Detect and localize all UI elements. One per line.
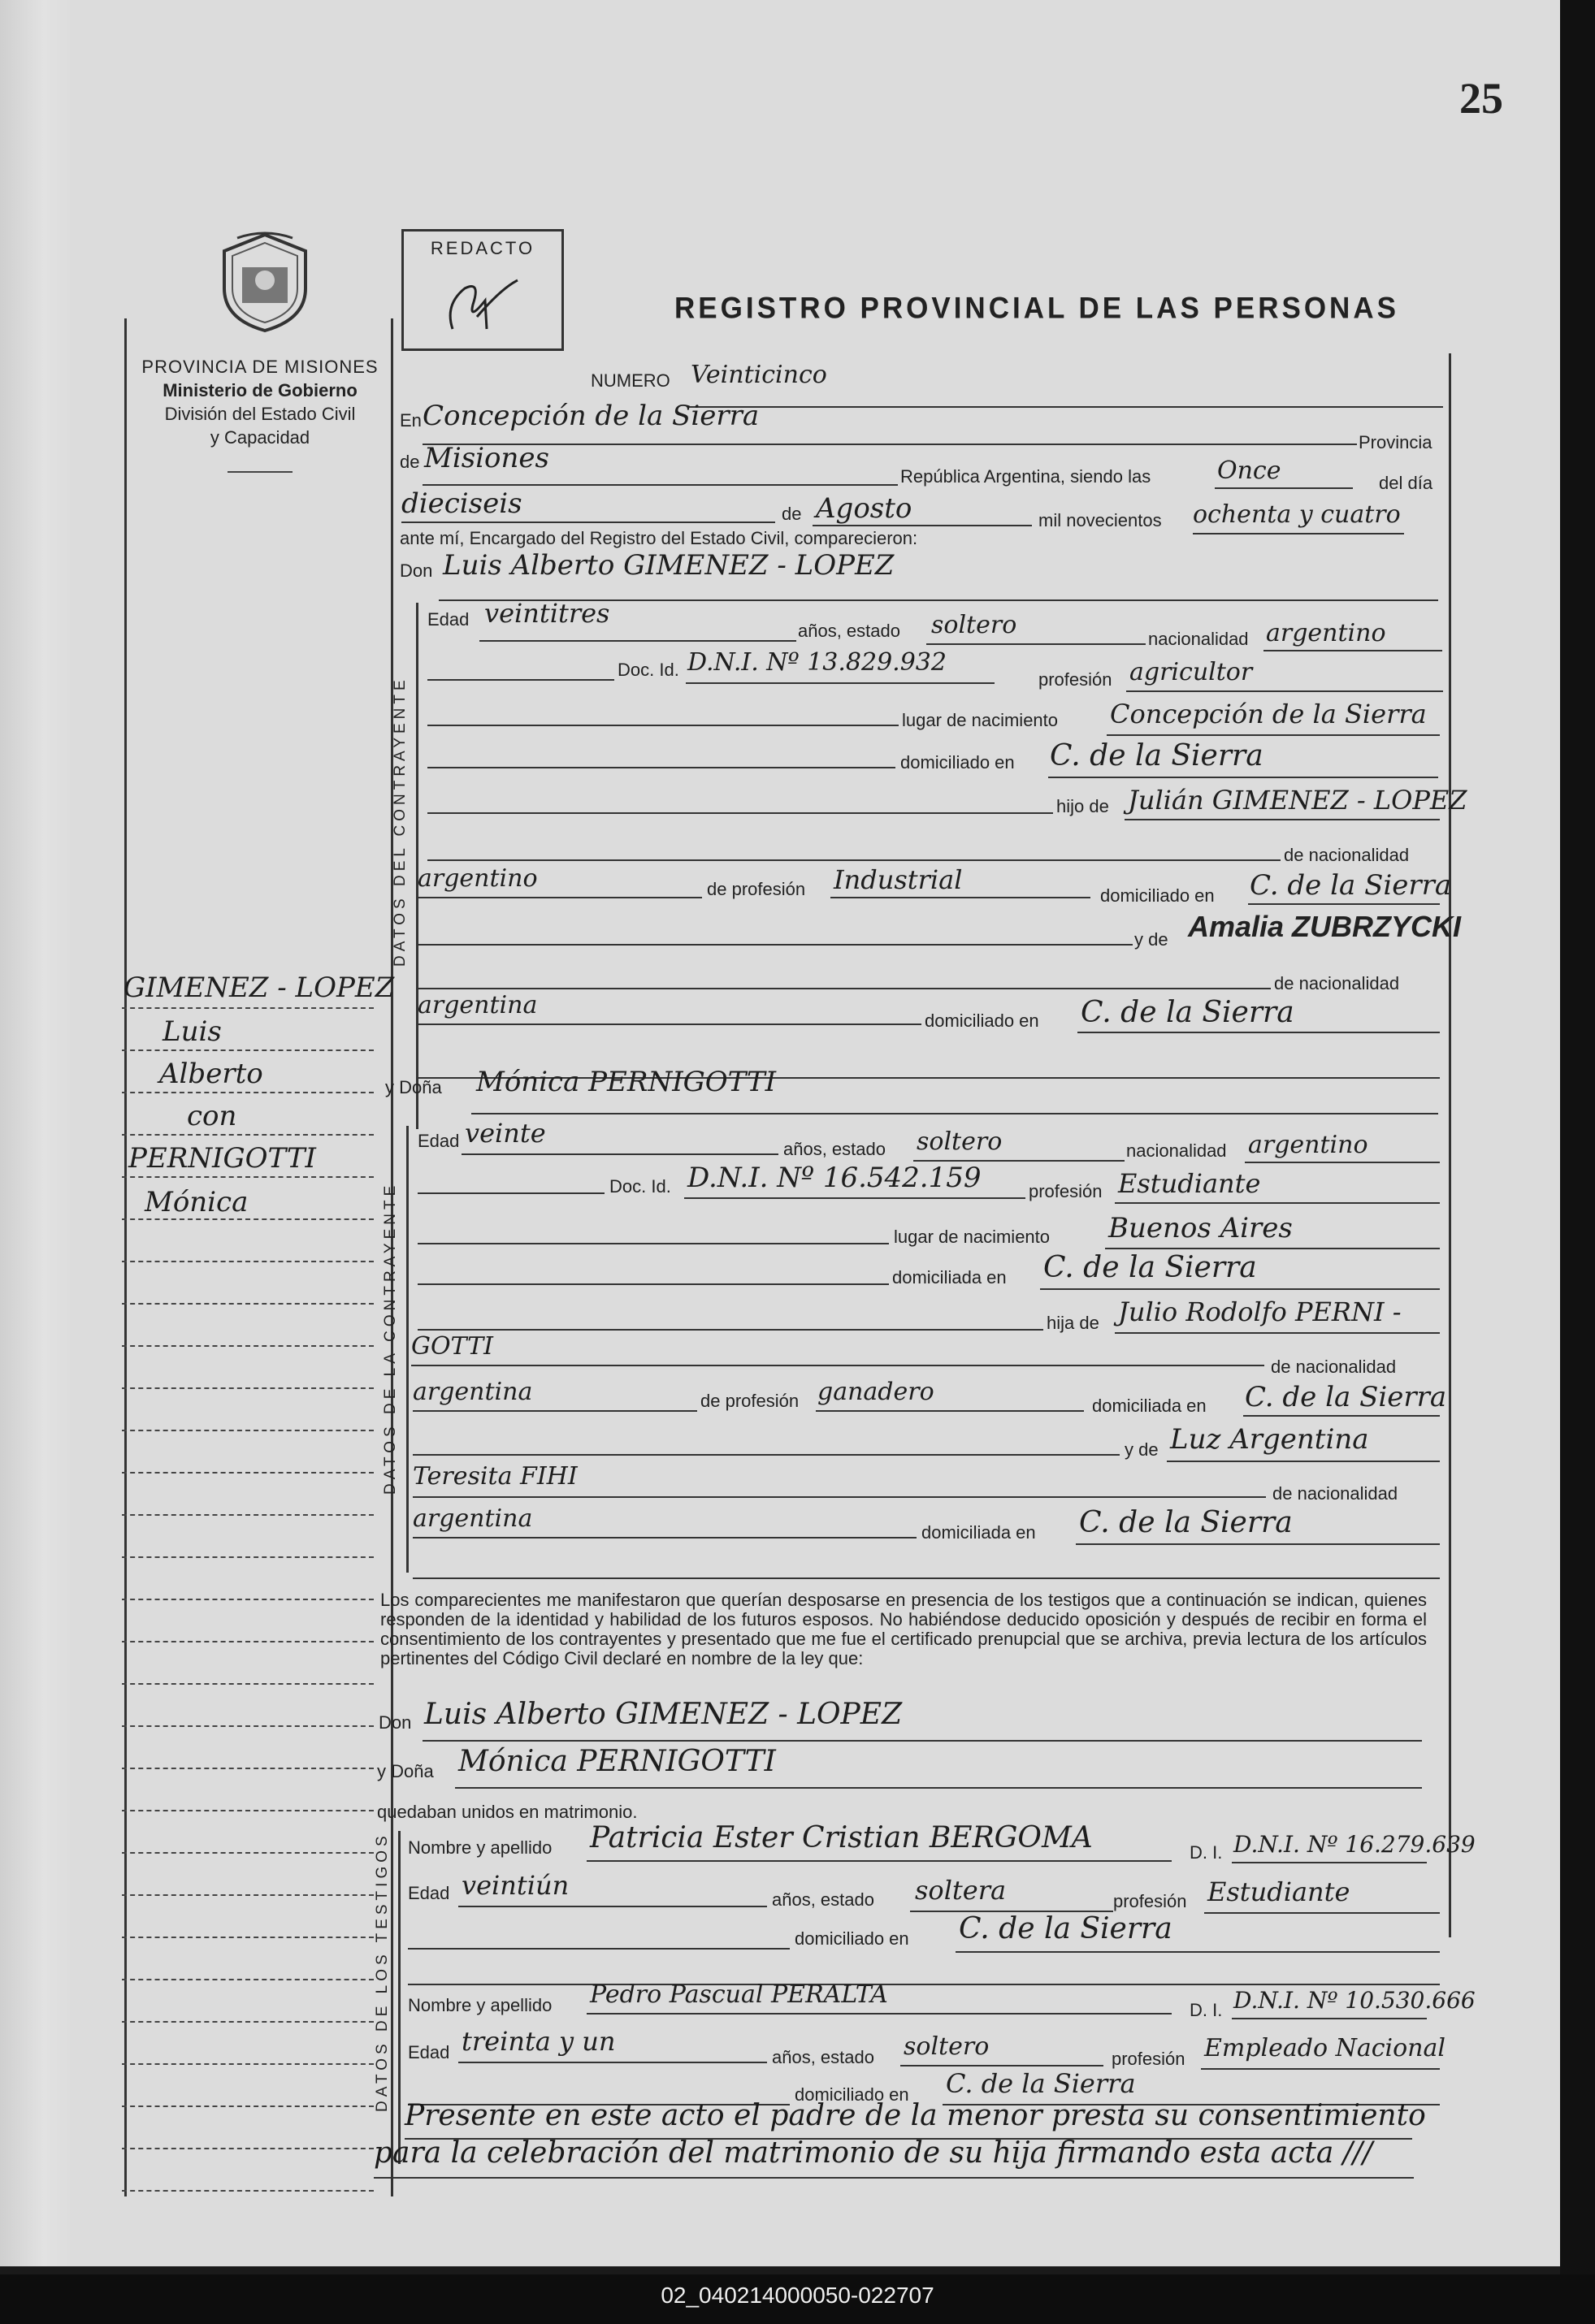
domiciliada-label: domiciliada en [892, 1267, 1007, 1288]
margin-rule-line [122, 1261, 374, 1262]
line [816, 1410, 1084, 1412]
line [1077, 1032, 1440, 1033]
lugar-nac-label-2: lugar de nacimiento [894, 1227, 1051, 1247]
line [427, 725, 899, 726]
line [479, 640, 796, 642]
margin-rule-line [122, 1134, 374, 1136]
don-label-2: Don [379, 1712, 412, 1733]
redacto-stamp [401, 229, 564, 351]
del-dia-label: del día [1379, 473, 1433, 493]
provincial-seal-icon [218, 232, 312, 334]
union-groom: Luis Alberto GIMENEZ - LOPEZ [424, 1698, 903, 1731]
margin-rule-line [122, 2105, 374, 2107]
line [427, 767, 895, 768]
margin-rule-line [122, 1218, 374, 1220]
line [587, 1860, 1172, 1862]
line [1125, 819, 1440, 820]
margin-rule-line [122, 1683, 374, 1685]
bride-padre-1: Julio Rodolfo PERNI - [1118, 1296, 1402, 1327]
line [418, 897, 702, 898]
vlabel-contrayente: DATOS DEL CONTRAYENTE [392, 676, 409, 967]
binding-shadow [0, 0, 73, 2266]
line [687, 406, 1443, 408]
provincia-value: Misiones [424, 442, 549, 474]
margin-rule-line [122, 1514, 374, 1516]
de-nacionalidad-label-3: de nacionalidad [1271, 1357, 1397, 1377]
line [471, 1113, 1438, 1114]
line [462, 1153, 778, 1155]
margin-rule-line [122, 2021, 374, 2023]
line [1193, 533, 1404, 534]
line [1076, 1543, 1440, 1545]
witness1-edad: veintiún [462, 1870, 570, 1901]
line [413, 1410, 697, 1412]
line [418, 1283, 889, 1285]
line [423, 1740, 1422, 1742]
document-title: REGISTRO PROVINCIAL DE LAS PERSONAS [674, 292, 1399, 325]
nombre-apellido-label-2: Nombre y apellido [408, 1995, 553, 2015]
margin-rule-line [122, 1852, 374, 1854]
margin-name-5: PERNIGOTTI [128, 1142, 316, 1175]
line [1201, 2068, 1440, 2070]
org-block [122, 355, 398, 449]
margin-rule-line [122, 1979, 374, 1980]
edad-label-2: Edad [418, 1131, 460, 1151]
margin-rule-line [122, 1725, 374, 1727]
numero-label: NUMERO [591, 370, 670, 391]
margin-rule-line [122, 1430, 374, 1431]
bride-profesion: Estudiante [1118, 1168, 1261, 1199]
bride-edad: veinte [465, 1118, 546, 1149]
groom-madre-nac: argentina [418, 991, 538, 1019]
margin-rule-line [122, 1937, 374, 1938]
margin-rule-line [122, 1894, 374, 1896]
declaration-text: Los comparecientes me manifestaron que querían desposarse en presencia de los testigos que a continuación se indican, quienes responden de la identidad y habilidad de los futuros esposos. No habiéndose deducido oposición y después de recibir en forma el consentimiento de los contrayentes y presentado que me fue el certificado prenupcial que se archiva, previa lectura de los artículos pertinentes del Código Civil declaré en nombre de la ley que: [380, 1590, 1427, 1668]
line [1232, 2018, 1427, 2019]
redacto-label: REDACTO [430, 238, 535, 258]
domiciliado-label-4: domiciliado en [795, 1928, 909, 1949]
margin-rule-line [122, 2063, 374, 2065]
y-de-label: y de [1134, 929, 1168, 950]
groom-estado: soltero [931, 611, 1017, 639]
line [813, 525, 1032, 526]
domiciliado-label-2: domiciliado en [1100, 885, 1215, 906]
y-dona-label: y Doña [385, 1077, 442, 1097]
witness2-name: Pedro Pascual PERALTA [590, 1980, 888, 2009]
groom-name: Luis Alberto GIMENEZ - LOPEZ [443, 549, 895, 582]
profesion-label-3: profesión [1113, 1891, 1187, 1911]
nombre-apellido-label: Nombre y apellido [408, 1837, 553, 1858]
anos-estado-label-3: años, estado [772, 1889, 874, 1910]
line [1115, 1202, 1440, 1204]
domiciliado-label-5: domiciliado en [795, 2084, 909, 2105]
vlabel-testigos: DATOS DE LOS TESTIGOS [374, 1832, 391, 2112]
mil-label: mil novecientos [1038, 510, 1162, 530]
groom-profesion: agricultor [1129, 658, 1253, 686]
di-label: D. I. [1190, 1842, 1223, 1863]
margin-rule-line [122, 1599, 374, 1600]
bride-madre-nac: argentina [413, 1504, 533, 1533]
republica-label: República Argentina, siendo las [900, 466, 1151, 487]
line [458, 2062, 767, 2063]
margin-name-2: Luis [163, 1015, 222, 1048]
line [1245, 1162, 1440, 1163]
domiciliada-label-2: domiciliada en [1092, 1396, 1207, 1416]
nacionalidad-label: nacionalidad [1148, 629, 1249, 649]
line [418, 988, 1271, 989]
bride-estado: soltero [917, 1127, 1003, 1156]
line [418, 1329, 1043, 1331]
groom-padre-dom: C. de la Sierra [1250, 869, 1452, 902]
bride-name: Mónica PERNIGOTTI [476, 1066, 777, 1098]
margin-rule-line [122, 1810, 374, 1811]
y-de-label-2: y de [1125, 1439, 1159, 1460]
profesion-label-4: profesión [1112, 2049, 1185, 2069]
y-dona-label-2: y Doña [377, 1761, 434, 1781]
line [1105, 1248, 1440, 1249]
margin-name-4: con [187, 1100, 237, 1132]
margin-rule-line [122, 1641, 374, 1642]
witness2-doc: D.N.I. Nº 10.530.666 [1233, 1987, 1476, 2014]
doc-label: Doc. Id. [618, 660, 679, 680]
line [1167, 1461, 1440, 1462]
domiciliado-label: domiciliado en [900, 752, 1015, 773]
line [1115, 1332, 1440, 1334]
line [1243, 1415, 1440, 1417]
di-label-2: D. I. [1190, 2000, 1223, 2020]
edad-label-4: Edad [408, 2042, 450, 2062]
line [1040, 1288, 1440, 1290]
witness1-doc: D.N.I. Nº 16.279.639 [1233, 1831, 1476, 1858]
line [427, 859, 1281, 861]
edad-label: Edad [427, 609, 470, 630]
margin-rule-line [122, 1556, 374, 1558]
line [418, 1024, 921, 1025]
line [1048, 777, 1438, 778]
margin-rule-line [122, 1049, 374, 1051]
org-line-4: y Capacidad [210, 427, 310, 448]
de-nacionalidad-label: de nacionalidad [1284, 845, 1410, 865]
profesion-label-2: profesión [1029, 1181, 1103, 1201]
margin-rule-line [122, 1472, 374, 1474]
book-edge [1560, 0, 1595, 2324]
bride-domicilio: C. de la Sierra [1043, 1251, 1257, 1284]
line [587, 2013, 1172, 2015]
line [408, 1948, 790, 1950]
don-label: Don [400, 560, 433, 581]
margin-rule-line [122, 1092, 374, 1093]
witness1-name: Patricia Ester Cristian BERGOMA [590, 1821, 1093, 1854]
domiciliado-label-3: domiciliado en [925, 1011, 1039, 1031]
line [455, 1787, 1422, 1789]
doc-label-2: Doc. Id. [609, 1176, 671, 1197]
line [1232, 1862, 1427, 1863]
line [418, 1243, 889, 1244]
de-mes-label: de [782, 504, 802, 524]
bride-madre-2: Teresita FIHI [413, 1462, 578, 1491]
line [413, 1537, 917, 1539]
line [401, 521, 775, 523]
line [956, 1951, 1440, 1953]
contrayenta-rule [406, 1126, 409, 1573]
groom-padre-prof: Industrial [834, 864, 963, 895]
page-number: 25 [1459, 74, 1503, 123]
line [423, 444, 1357, 445]
bride-padre-prof: ganadero [817, 1378, 934, 1406]
margin-name-1: GIMENEZ - LOPEZ [124, 972, 395, 1004]
form-right-rule [1449, 353, 1451, 1937]
line [684, 1197, 1025, 1199]
en-label: En [400, 410, 422, 431]
anio-value: ochenta y cuatro [1193, 500, 1401, 529]
line [830, 897, 1090, 898]
anos-estado-label-2: años, estado [783, 1139, 886, 1159]
edad-label-3: Edad [408, 1883, 450, 1903]
note-line-1: Presente en este acto el padre de la menor presta su consentimiento [405, 2099, 1426, 2132]
union-bride: Mónica PERNIGOTTI [458, 1745, 776, 1778]
line [1107, 734, 1440, 736]
org-line-2: Ministerio de Gobierno [163, 380, 358, 400]
line [427, 812, 1053, 814]
quedaban-text: quedaban unidos en matrimonio. [377, 1802, 638, 1822]
bride-padre-2: GOTTI [411, 1332, 493, 1361]
margin-rule-line [122, 1303, 374, 1305]
groom-madre: Amalia ZUBRZYCKI [1188, 910, 1462, 943]
line [1248, 903, 1440, 905]
line [1215, 487, 1353, 489]
provincia-label: Provincia [1359, 432, 1432, 452]
margin-rule-line [122, 2190, 374, 2192]
margin-rule-line [122, 1387, 374, 1389]
bride-madre-1: Luz Argentina [1170, 1423, 1369, 1456]
lugar-nac-label: lugar de nacimiento [902, 710, 1059, 730]
dia-value: dieciseis [401, 487, 522, 520]
margin-rule-line [122, 1768, 374, 1769]
anos-estado-label-4: años, estado [772, 2047, 874, 2067]
witness1-profesion: Estudiante [1207, 1876, 1350, 1907]
witness1-domicilio: C. de la Sierra [959, 1912, 1172, 1945]
hijo-de-label: hijo de [1056, 796, 1109, 816]
line [413, 1496, 1266, 1498]
bride-nacionalidad: argentino [1248, 1131, 1368, 1159]
image-id: 02_040214000050-022707 [661, 2283, 934, 2308]
line [686, 682, 995, 684]
de-nacionalidad-label-4: de nacionalidad [1272, 1483, 1398, 1504]
de-nacionalidad-label-2: de nacionalidad [1274, 973, 1400, 993]
margin-name-3: Alberto [159, 1058, 263, 1090]
bride-lugar-nac: Buenos Aires [1108, 1212, 1293, 1244]
org-line-3: División del Estado Civil [164, 404, 356, 424]
groom-madre-dom: C. de la Sierra [1081, 996, 1294, 1029]
line [413, 1454, 1120, 1456]
line [427, 679, 614, 681]
bride-padre-dom: C. de la Sierra [1245, 1381, 1447, 1413]
anos-estado-label: años, estado [798, 621, 900, 641]
divider [228, 471, 293, 473]
ante-mi-text: ante mí, Encargado del Registro del Estado Civil, comparecieron: [400, 528, 918, 548]
domiciliada-label-3: domiciliada en [921, 1522, 1036, 1543]
margin-rule-line [122, 1007, 374, 1009]
hija-de-label: hija de [1047, 1313, 1099, 1333]
line [374, 2177, 1414, 2179]
line [900, 2065, 1103, 2066]
margin-name-6: Mónica [145, 1186, 249, 1218]
line [1126, 690, 1443, 692]
witness1-estado: soltera [915, 1875, 1007, 1906]
bride-padre-nac: argentina [413, 1378, 533, 1406]
groom-nacionalidad: argentino [1266, 619, 1386, 647]
line [418, 944, 1133, 946]
line [423, 484, 898, 486]
groom-padre: Julián GIMENEZ - LOPEZ [1128, 785, 1467, 816]
witness2-profesion: Empleado Nacional [1204, 2034, 1445, 2062]
groom-domicilio: C. de la Sierra [1050, 739, 1263, 773]
de-profesion-label: de profesión [707, 879, 806, 899]
initials-signature [436, 272, 526, 337]
de-profesion-label-2: de profesión [700, 1391, 800, 1411]
margin-rule-line [122, 2148, 374, 2149]
bride-doc: D.N.I. Nº 16.542.159 [687, 1162, 982, 1194]
line [1204, 1912, 1440, 1914]
groom-edad: veintitres [484, 598, 610, 629]
lugar-value: Concepción de la Sierra [423, 400, 760, 432]
margin-rule-line [122, 1345, 374, 1347]
profesion-label: profesión [1038, 669, 1112, 690]
org-line-1: PROVINCIA DE MISIONES [141, 357, 379, 377]
line [408, 1984, 1440, 1985]
testigos-rule [398, 1831, 401, 2164]
witness2-estado: soltero [904, 2032, 990, 2061]
vlabel-contrayenta: DATOS DE LA CONTRAYENTE [382, 1181, 399, 1495]
line [413, 1577, 1440, 1579]
nacionalidad-label-2: nacionalidad [1126, 1140, 1227, 1161]
groom-padre-nac: argentino [418, 864, 538, 893]
mes-value: Agosto [816, 492, 912, 525]
groom-doc: D.N.I. Nº 13.829.932 [687, 648, 947, 677]
note-line-2: para la celebración del matrimonio de su hija firmando esta acta /// [374, 2136, 1373, 2170]
de-label: de [400, 452, 420, 472]
line [458, 1906, 767, 1907]
hora-value: Once [1217, 457, 1281, 485]
margin-left-rule [124, 318, 127, 2196]
line [1263, 650, 1442, 651]
witness2-edad: treinta y un [462, 2026, 616, 2057]
bride-madre-dom: C. de la Sierra [1079, 1506, 1293, 1539]
line [411, 1365, 1264, 1366]
line [418, 1192, 605, 1194]
line [926, 643, 1146, 645]
groom-lugar-nac: Concepción de la Sierra [1110, 699, 1427, 729]
margin-rule-line [122, 1176, 374, 1178]
witness2-domicilio: C. de la Sierra [946, 2068, 1136, 2099]
numero-value: Veinticinco [691, 361, 827, 389]
